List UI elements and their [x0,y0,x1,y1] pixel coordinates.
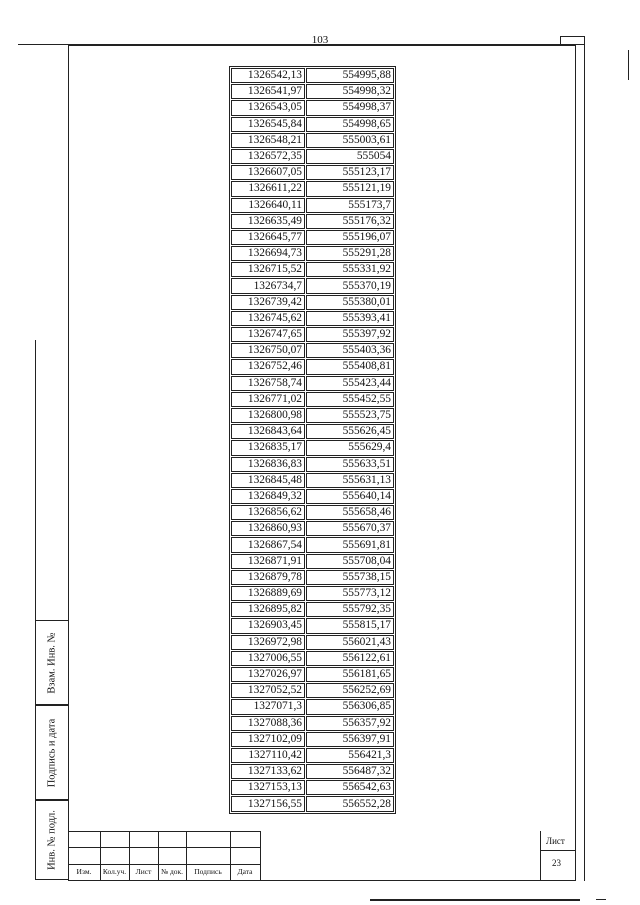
coord-x-cell: 1326835,17 [231,440,305,455]
coord-x-cell: 1327110,42 [231,748,305,763]
tb-label-izm: Изм. [76,867,92,876]
coord-x-cell: 1327133,62 [231,764,305,779]
side-stamp [35,620,69,880]
table-row [231,651,394,666]
coord-x-cell: 1326572,35 [231,149,305,164]
coord-y-cell: 555629,4 [306,440,394,455]
table-row [231,408,394,423]
coord-x-cell: 1326895,82 [231,602,305,617]
coord-x-cell: 1326694,73 [231,246,305,261]
table-row [231,716,394,731]
replaced-inv-label: Взам. Инв. № [46,631,58,694]
table-row [231,100,394,115]
coord-y-cell: 555397,92 [306,327,394,342]
tb-label-signature: Подпись [194,867,222,876]
table-row [231,780,394,795]
coord-y-cell: 555003,61 [306,133,394,148]
right-margin-mark [628,50,629,80]
coord-x-cell: 1327071,3 [231,699,305,714]
coord-x-cell: 1326752,46 [231,359,305,374]
coord-y-cell: 555176,32 [306,214,394,229]
coord-y-cell: 555658,46 [306,505,394,520]
tb-top-line [68,831,260,832]
table-row [231,376,394,391]
original-inv-cell [35,800,69,880]
coord-y-cell: 554998,37 [306,100,394,115]
table-row [231,68,394,83]
tb-label-doc: № док. [160,867,184,876]
table-row [231,440,394,455]
coord-y-cell: 556181,65 [306,667,394,682]
coord-x-cell: 1326771,02 [231,392,305,407]
table-row [231,586,394,601]
coord-x-cell: 1327006,55 [231,651,305,666]
coord-x-cell: 1327052,52 [231,683,305,698]
tb-vline-6 [260,831,261,881]
table-row [231,457,394,472]
table-row [231,359,394,374]
original-inv-label: Инв. № подл. [46,810,58,870]
table-row [231,424,394,439]
page-number: 103 [311,34,329,46]
coord-y-cell: 555408,81 [306,359,394,374]
coord-x-cell: 1326836,83 [231,457,305,472]
coord-y-cell: 556021,43 [306,635,394,650]
coord-x-cell: 1326747,65 [231,327,305,342]
coord-y-cell: 555626,45 [306,424,394,439]
coord-x-cell: 1326739,42 [231,295,305,310]
coord-y-cell: 554995,88 [306,68,394,83]
coord-y-cell: 555640,14 [306,489,394,504]
coord-x-cell: 1327153,13 [231,780,305,795]
coord-y-cell: 555691,81 [306,537,394,552]
table-row [231,570,394,585]
coord-x-cell: 1327102,09 [231,732,305,747]
coord-x-cell: 1326856,62 [231,505,305,520]
coord-y-cell: 556306,85 [306,699,394,714]
coord-y-cell: 556487,32 [306,764,394,779]
coord-x-cell: 1326849,32 [231,489,305,504]
sheet-number: 23 [552,858,561,868]
coord-y-cell: 556421,3 [306,748,394,763]
coord-y-cell: 555196,07 [306,230,394,245]
coord-x-cell: 1326879,78 [231,570,305,585]
coord-y-cell: 555054 [306,149,394,164]
coord-y-cell: 555631,13 [306,473,394,488]
table-row [231,392,394,407]
table-row [231,214,394,229]
table-row [231,327,394,342]
coord-y-cell: 556357,92 [306,716,394,731]
coord-x-cell: 1326645,77 [231,230,305,245]
coord-x-cell: 1326745,62 [231,311,305,326]
table-row [231,165,394,180]
table-row [231,84,394,99]
coord-y-cell: 555423,44 [306,376,394,391]
table-row [231,667,394,682]
tb-label-list: Лист [135,867,152,876]
coord-x-cell: 1326889,69 [231,586,305,601]
coord-y-cell: 555121,19 [306,181,394,196]
coord-x-cell: 1326541,97 [231,84,305,99]
replaced-inv-cell [35,620,69,705]
coord-x-cell: 1326845,48 [231,473,305,488]
coord-y-cell: 555123,17 [306,165,394,180]
coord-y-cell: 555173,7 [306,198,394,213]
coord-x-cell: 1326548,21 [231,133,305,148]
coord-x-cell: 1326635,49 [231,214,305,229]
coord-y-cell: 555403,36 [306,343,394,358]
table-row [231,246,394,261]
table-row [231,149,394,164]
coord-y-cell: 556252,69 [306,683,394,698]
coord-y-cell: 555708,04 [306,554,394,569]
table-row [231,181,394,196]
coord-x-cell: 1326800,98 [231,408,305,423]
table-row [231,764,394,779]
table-row [231,683,394,698]
bottom-dash [596,899,606,900]
tb-label-koluch: Кол.уч. [102,867,127,876]
table-row [231,117,394,132]
coord-x-cell: 1326640,11 [231,198,305,213]
coord-x-cell: 1327026,97 [231,667,305,682]
table-row [231,262,394,277]
coord-x-cell: 1326734,7 [231,278,305,293]
table-row [231,311,394,326]
coord-y-cell: 556122,61 [306,651,394,666]
coord-y-cell: 555670,37 [306,521,394,536]
table-row [231,554,394,569]
table-row [231,230,394,245]
coord-x-cell: 1326543,05 [231,100,305,115]
tb-sheet-vline [540,831,541,881]
coord-x-cell: 1326715,52 [231,262,305,277]
coord-y-cell: 555291,28 [306,246,394,261]
tb-row-line-2 [68,864,260,865]
coord-x-cell: 1326903,45 [231,618,305,633]
tb-row-line-1 [68,847,260,848]
title-block [68,831,576,881]
coord-x-cell: 1326871,91 [231,554,305,569]
coord-x-cell: 1326972,98 [231,635,305,650]
coord-y-cell: 556542,63 [306,780,394,795]
coord-x-cell: 1326545,84 [231,117,305,132]
coord-y-cell: 555773,12 [306,586,394,601]
coord-y-cell: 555523,75 [306,408,394,423]
table-row [231,343,394,358]
signature-date-label: Подпись и дата [46,718,58,787]
coord-x-cell: 1326542,13 [231,68,305,83]
coord-y-cell: 555331,92 [306,262,394,277]
coord-y-cell: 555792,35 [306,602,394,617]
coord-y-cell: 555815,17 [306,618,394,633]
table-row [231,732,394,747]
table-row [231,602,394,617]
coord-x-cell: 1326607,05 [231,165,305,180]
sheet-label: Лист [546,836,565,846]
top-rule-right [560,36,584,37]
table-row [231,505,394,520]
table-row [231,796,394,811]
coord-y-cell: 556552,28 [306,796,394,811]
coordinates-table [229,66,396,814]
outer-right-border [584,36,585,881]
coord-x-cell: 1326843,64 [231,424,305,439]
table-row [231,521,394,536]
table-row [231,133,394,148]
coord-y-cell: 555380,01 [306,295,394,310]
coord-x-cell: 1326867,54 [231,537,305,552]
table-row [231,699,394,714]
coord-x-cell: 1327156,55 [231,796,305,811]
table-row [231,635,394,650]
coord-y-cell: 555633,51 [306,457,394,472]
table-row [231,473,394,488]
table-row [231,618,394,633]
table-row [231,537,394,552]
coord-x-cell: 1326860,93 [231,521,305,536]
coord-y-cell: 556397,91 [306,732,394,747]
coord-y-cell: 555370,19 [306,278,394,293]
coord-x-cell: 1326758,74 [231,376,305,391]
table-row [231,489,394,504]
coord-y-cell: 555738,15 [306,570,394,585]
table-row [231,278,394,293]
coord-y-cell: 555393,41 [306,311,394,326]
table-row [231,748,394,763]
tb-label-date: Дата [237,867,253,876]
tb-sheet-hline [540,850,576,851]
signature-date-cell [35,705,69,800]
coord-x-cell: 1327088,36 [231,716,305,731]
coord-x-cell: 1326611,22 [231,181,305,196]
table-row [231,198,394,213]
coord-y-cell: 554998,65 [306,117,394,132]
coord-y-cell: 554998,32 [306,84,394,99]
bottom-rule [370,899,580,901]
table-row [231,295,394,310]
coord-x-cell: 1326750,07 [231,343,305,358]
coord-y-cell: 555452,55 [306,392,394,407]
